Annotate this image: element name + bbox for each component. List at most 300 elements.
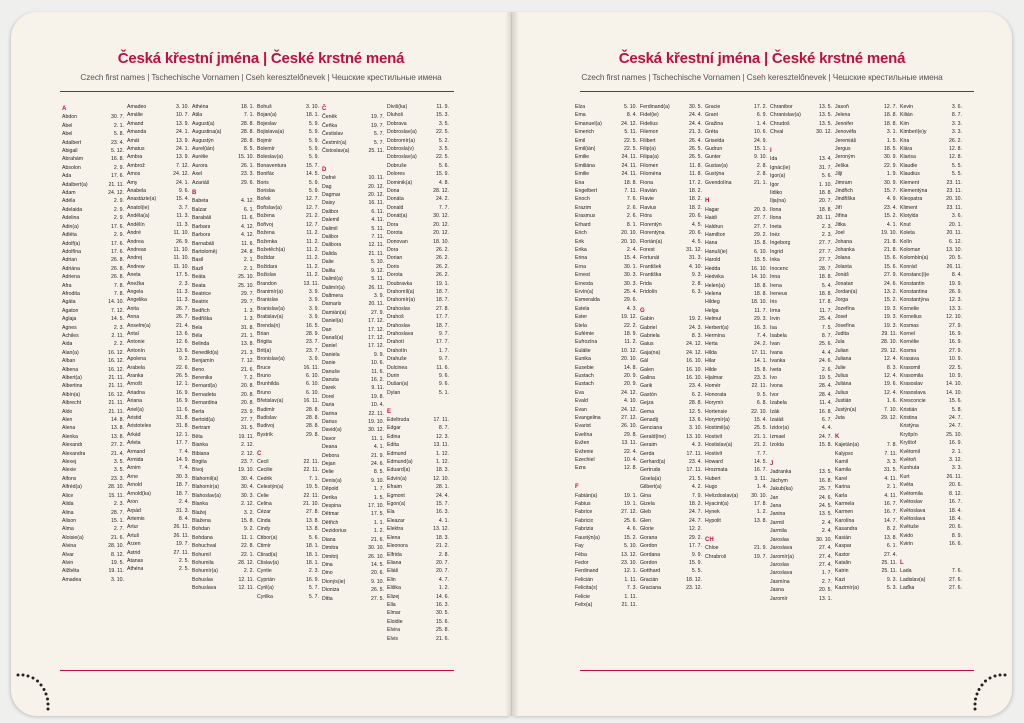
first-name: Kira xyxy=(900,137,910,144)
name-day-date: 30. 5. xyxy=(689,104,702,110)
name-day-date: 22. 11. xyxy=(751,383,767,390)
first-name: Jarmila xyxy=(770,528,787,535)
name-day-date: 24. 6. xyxy=(884,280,897,287)
first-name: Ábel xyxy=(62,122,73,129)
name-day-date: 14. 7. xyxy=(884,517,897,524)
first-name: Krasava xyxy=(900,356,920,363)
name-entry xyxy=(192,391,257,399)
first-name: Ivo xyxy=(770,374,777,381)
first-name: Ilona xyxy=(770,215,782,222)
name-day-date: 2. 9. xyxy=(113,198,124,205)
name-entry xyxy=(770,569,835,577)
first-name: Hjalmar xyxy=(705,374,723,381)
first-name: Kasián xyxy=(835,534,851,541)
name-day-date: 2. 6. xyxy=(626,213,637,220)
first-name: Bartoloměj xyxy=(192,248,217,255)
name-entry xyxy=(387,416,452,424)
name-entry xyxy=(257,338,322,346)
name-day-date: 20. 10. xyxy=(621,238,637,245)
first-name: Dulcinea xyxy=(387,364,408,371)
name-entry xyxy=(322,569,387,577)
name-day-date: 7. 2. xyxy=(243,375,254,381)
first-name: Elizej xyxy=(387,593,400,600)
name-day-date: 14. 5. xyxy=(754,459,767,466)
first-name: Andrew xyxy=(127,263,145,270)
name-entry xyxy=(127,120,192,128)
name-entry xyxy=(387,347,452,355)
first-name: Anselm(a) xyxy=(127,322,151,329)
name-entry xyxy=(835,254,900,262)
name-entry xyxy=(192,315,257,323)
first-name: Drahomír(a) xyxy=(387,297,415,304)
name-entry xyxy=(900,490,965,498)
first-name: Izmael xyxy=(770,433,786,440)
name-entry xyxy=(127,422,192,430)
first-name: Gordon xyxy=(640,543,658,550)
name-day-date: 22. 5. xyxy=(624,146,637,153)
name-entry xyxy=(900,153,965,161)
name-day-date: 27. 9. xyxy=(371,309,384,316)
name-entry xyxy=(62,248,127,256)
name-entry xyxy=(900,364,965,372)
name-day-date: 13. 10. xyxy=(686,433,702,440)
name-day-date: 10. 4. xyxy=(371,402,384,409)
name-day-date: 1. 4. xyxy=(756,484,767,491)
name-entry xyxy=(257,458,322,466)
name-day-date: 11. 6. xyxy=(176,406,189,413)
first-name: Eva xyxy=(575,389,584,396)
first-name: Elvis xyxy=(387,635,398,642)
first-name: Amanda xyxy=(127,129,147,136)
first-name: Bertram xyxy=(192,425,211,432)
first-name: Eufémie xyxy=(575,330,595,337)
name-day-date: 25. 11. xyxy=(881,559,897,566)
name-entry xyxy=(62,223,127,231)
name-entry xyxy=(257,483,322,491)
name-day-date: 22. 6. xyxy=(176,364,189,371)
name-entry xyxy=(575,456,640,464)
name-entry xyxy=(322,351,387,359)
name-column xyxy=(257,103,322,643)
first-name: Bruno xyxy=(257,389,271,396)
name-entry xyxy=(322,334,387,342)
name-day-date: 12. 10. xyxy=(433,475,449,482)
name-day-date: 20. 8. xyxy=(241,400,254,407)
name-day-date: 24. 4. xyxy=(689,112,702,119)
first-name: Damián(a) xyxy=(322,309,347,316)
name-day-date: 2. 1. xyxy=(243,257,254,264)
name-entry xyxy=(62,214,127,222)
name-entry xyxy=(257,254,322,262)
name-day-date: 3. 9. xyxy=(308,305,319,312)
name-entry xyxy=(322,284,387,292)
name-day-date: 5. 7. xyxy=(308,593,319,600)
name-day-date: 29. 12. xyxy=(881,347,897,354)
name-entry xyxy=(900,576,965,584)
name-day-date: 18. 8. xyxy=(754,282,767,289)
name-day-date: 7. 5. xyxy=(821,324,832,331)
name-entry xyxy=(900,221,965,229)
first-name: Kornélie xyxy=(900,339,920,346)
first-name: Ernest xyxy=(575,272,590,279)
name-entry xyxy=(257,508,322,516)
name-entry xyxy=(835,338,900,346)
name-day-date: 27. 8. xyxy=(306,509,319,516)
first-name: Kryštof xyxy=(900,440,917,447)
name-entry xyxy=(192,307,257,315)
name-entry xyxy=(575,422,640,430)
name-day-date: 11. 2. xyxy=(306,230,319,237)
first-name: Adriána xyxy=(62,265,80,272)
first-name: Anastázie(a) xyxy=(127,196,157,203)
first-name: Augustina(a) xyxy=(192,129,222,136)
name-entry xyxy=(575,464,640,472)
name-entry xyxy=(705,399,770,407)
first-name: Hubert xyxy=(705,475,721,482)
first-name: Inéz xyxy=(770,232,780,239)
name-entry xyxy=(705,239,770,247)
first-name: Adrian xyxy=(62,257,77,264)
name-day-date: 5. 6. xyxy=(438,162,449,169)
name-entry xyxy=(322,485,387,493)
name-entry xyxy=(835,450,900,458)
name-day-date: 17. 5. xyxy=(371,511,384,518)
section-gap xyxy=(575,473,640,481)
name-entry xyxy=(192,424,257,432)
name-entry xyxy=(575,534,640,542)
name-entry xyxy=(900,397,965,405)
first-name: Hortensie xyxy=(705,408,728,415)
name-entry xyxy=(705,553,770,561)
name-day-date: 20. 7. xyxy=(819,198,832,205)
name-day-date: 14. 5. xyxy=(371,561,384,568)
name-entry xyxy=(257,355,322,363)
name-day-date: 13. 6. xyxy=(176,347,189,354)
name-day-date: 16. 11. xyxy=(303,398,319,405)
name-entry xyxy=(62,534,127,542)
name-day-date: 31. 7. xyxy=(819,164,832,171)
first-name: Drahotí xyxy=(387,339,405,346)
name-entry xyxy=(770,223,835,231)
name-entry xyxy=(575,280,640,288)
first-name: Knut xyxy=(900,221,911,228)
name-entry xyxy=(257,137,322,145)
first-name: Debora xyxy=(322,452,340,459)
name-entry xyxy=(127,338,192,346)
name-entry xyxy=(900,179,965,187)
first-name: Jonáš xyxy=(835,272,849,279)
name-day-date: 19. 3. xyxy=(884,305,897,312)
name-entry xyxy=(62,256,127,264)
name-entry xyxy=(257,414,322,422)
name-entry xyxy=(705,128,770,136)
first-name: Današ(a) xyxy=(322,334,344,341)
first-name: Genciana xyxy=(640,425,663,432)
first-name: Ida xyxy=(770,156,778,163)
name-entry xyxy=(62,441,127,449)
name-day-date: 12. 11. xyxy=(368,242,384,249)
name-day-date: 20. 6. xyxy=(689,230,702,237)
name-entry xyxy=(322,258,387,266)
first-name: Jáchym xyxy=(770,477,788,484)
name-entry xyxy=(770,595,835,603)
name-day-date: 11. 2. xyxy=(624,339,637,346)
name-entry xyxy=(192,332,257,340)
first-name: Kajetán(a) xyxy=(835,442,859,449)
first-name: Flavián xyxy=(640,188,657,195)
first-name: Barbora xyxy=(192,232,211,239)
name-day-date: 23. 3. xyxy=(241,171,254,178)
name-entry xyxy=(257,305,322,313)
name-day-date: 5. 6. xyxy=(308,534,319,541)
first-name: Laďka xyxy=(900,585,915,592)
name-day-date: 2. 8. xyxy=(691,280,702,287)
name-day-date: 11. 6. xyxy=(241,240,254,247)
name-day-date: 12. 1. xyxy=(176,431,189,438)
name-entry xyxy=(640,315,705,323)
name-entry xyxy=(835,559,900,567)
first-name: Andělín xyxy=(127,221,145,228)
name-day-date: 11. 7. xyxy=(819,307,832,314)
name-entry xyxy=(770,527,835,535)
first-name: Hilda xyxy=(705,349,717,356)
name-entry xyxy=(640,483,705,491)
first-name: Horymír xyxy=(705,400,724,407)
first-name: Donovan xyxy=(387,238,408,245)
name-day-date: 19. 6. xyxy=(884,381,897,388)
name-entry xyxy=(62,433,127,441)
first-name: Ivana xyxy=(770,349,783,356)
first-name: Ariana xyxy=(127,398,142,405)
name-entry xyxy=(835,187,900,195)
name-entry xyxy=(640,567,705,575)
first-name: Gustav(a) xyxy=(705,162,728,169)
left-corner-dots-decoration xyxy=(11,662,59,718)
first-name: Ivanka xyxy=(770,358,786,365)
name-entry xyxy=(127,137,192,145)
first-name: Fortunát xyxy=(640,255,660,262)
name-entry xyxy=(770,248,835,256)
first-name: Aida xyxy=(62,341,73,348)
first-name: Bojeslav xyxy=(257,120,277,127)
name-day-date: 18. 10. xyxy=(433,238,449,245)
first-name: Kevin xyxy=(900,104,913,110)
first-name: Budivoj xyxy=(257,423,275,430)
first-name: Jiljí xyxy=(835,171,843,178)
first-name: Emerich xyxy=(575,129,595,136)
first-name: Brigita xyxy=(257,339,272,346)
first-name: Ineta xyxy=(770,223,782,230)
name-entry xyxy=(62,324,127,332)
name-day-date: 28. 8. xyxy=(306,406,319,413)
name-entry xyxy=(192,500,257,508)
name-day-date: 3. 3. xyxy=(951,129,962,136)
name-day-date: 8. 3. xyxy=(886,364,897,371)
name-day-date: 8. 4. xyxy=(951,272,962,279)
name-entry xyxy=(835,508,900,516)
first-name: Amadea xyxy=(62,576,82,583)
name-entry xyxy=(900,170,965,178)
first-name: Božislav xyxy=(257,272,277,279)
name-day-date: 4. 4. xyxy=(821,425,832,432)
first-name: Gilbert(a) xyxy=(640,484,662,491)
first-name: Cézar xyxy=(257,509,271,516)
name-day-date: 21. 11. xyxy=(368,250,384,257)
name-entry xyxy=(575,204,640,212)
name-day-date: 16. 9. xyxy=(306,576,319,583)
name-day-date: 26. 10. xyxy=(621,423,637,430)
name-day-date: 12. 7. xyxy=(306,204,319,211)
name-entry xyxy=(640,559,705,567)
first-name: Brian xyxy=(257,330,270,337)
first-name: Ema xyxy=(575,112,586,119)
first-name: Honorata xyxy=(705,391,727,398)
first-name: Blahoslav(a) xyxy=(192,492,221,499)
name-entry xyxy=(387,372,452,380)
name-entry xyxy=(770,239,835,247)
first-name: Ervín(a) xyxy=(575,288,594,295)
first-name: Branislav xyxy=(257,297,279,304)
name-day-date: 10. 12. xyxy=(621,347,637,354)
name-day-date: 14. 8. xyxy=(624,364,637,371)
first-name: Elektra xyxy=(387,526,404,533)
name-day-date: 19. 8. xyxy=(371,393,384,400)
name-day-date: 23. 4. xyxy=(689,383,702,390)
name-day-date: 30. 9. xyxy=(884,154,897,161)
name-day-date: 21. 6. xyxy=(111,534,124,541)
first-name: Kaspar xyxy=(835,543,852,550)
first-name: Darius xyxy=(322,419,337,426)
name-day-date: 23. 11. xyxy=(946,204,962,211)
name-entry xyxy=(257,322,322,330)
name-day-date: 5. 10. xyxy=(371,259,384,266)
name-day-date: 26. 11. xyxy=(946,263,962,270)
name-entry xyxy=(770,307,835,315)
name-entry xyxy=(900,448,965,456)
name-entry xyxy=(640,399,705,407)
name-day-date: 2. 1. xyxy=(243,265,254,272)
name-entry xyxy=(127,153,192,161)
name-day-date: 13. 9. xyxy=(176,137,189,144)
first-name: Alban xyxy=(62,358,76,365)
name-entry xyxy=(705,424,770,432)
name-entry xyxy=(192,223,257,231)
name-entry xyxy=(257,313,322,321)
name-day-date: 15. 9. xyxy=(436,171,449,178)
first-name: Augustýn xyxy=(192,137,214,144)
first-name: Abrahám xyxy=(62,156,84,163)
first-name: Aristid xyxy=(127,415,142,422)
name-day-date: 20. 12. xyxy=(433,221,449,228)
name-day-date: 13. 12. xyxy=(621,551,637,558)
name-day-date: 22. 11. xyxy=(303,459,319,466)
first-name: Dona xyxy=(387,188,400,195)
name-entry xyxy=(835,364,900,372)
name-entry xyxy=(705,441,770,449)
section-letter: B xyxy=(192,190,197,197)
name-entry xyxy=(640,391,705,399)
name-entry xyxy=(387,626,452,634)
name-column xyxy=(322,103,387,643)
first-name: Dafné xyxy=(322,175,336,182)
first-name: Eufrozína xyxy=(575,339,598,346)
first-name: Alena xyxy=(62,425,76,432)
name-day-date: 30. 4. xyxy=(241,484,254,491)
name-day-date: 17. 7. xyxy=(176,440,189,447)
name-day-date: 22. 11. xyxy=(368,410,384,417)
name-entry xyxy=(62,525,127,533)
name-day-date: 9. 10. xyxy=(371,477,384,484)
name-day-date: 7. 7. xyxy=(438,204,449,211)
first-name: Gastón xyxy=(640,391,657,398)
name-day-date: 26. 2. xyxy=(949,137,962,144)
first-name: Ariel(a) xyxy=(127,406,144,413)
first-name: Karel xyxy=(835,475,848,482)
name-entry xyxy=(192,162,257,170)
first-name: Artuš xyxy=(127,532,140,539)
name-day-date: 13. 11. xyxy=(433,442,449,449)
name-day-date: 7. 9. xyxy=(691,492,702,499)
first-name: Jasna xyxy=(770,587,784,594)
name-day-date: 21. 10. xyxy=(303,501,319,508)
name-entry xyxy=(192,120,257,128)
first-name: Jaroslav xyxy=(770,536,790,543)
first-name: Alina xyxy=(62,509,74,516)
name-day-date: 15. 5. xyxy=(754,257,767,264)
first-name: Budislav xyxy=(257,415,277,422)
name-day-date: 19. 10. xyxy=(238,467,254,474)
name-day-date: 8. 5. xyxy=(373,469,384,476)
name-entry xyxy=(62,231,127,239)
first-name: Krasomil xyxy=(900,364,921,371)
name-day-date: 5. 12. xyxy=(111,148,124,155)
name-entry xyxy=(705,408,770,416)
first-name: Jasmína xyxy=(770,578,790,585)
first-name: Justýn(a) xyxy=(835,406,857,413)
name-entry xyxy=(835,296,900,304)
name-day-date: 16. 9. xyxy=(949,339,962,346)
name-day-date: 7. 7. xyxy=(756,450,767,457)
name-day-date: 13. 8. xyxy=(754,517,767,524)
first-name: Doubravka xyxy=(387,280,413,287)
name-day-date: 19. 3. xyxy=(884,314,897,321)
first-name: Alfréd(a) xyxy=(62,484,82,491)
first-name: Filomen xyxy=(640,162,659,169)
name-day-date: 16. 11. xyxy=(368,200,384,207)
first-name: Gunter xyxy=(705,154,721,161)
first-name: Květoslava xyxy=(900,515,926,522)
name-day-date: 20. 8. xyxy=(241,391,254,398)
name-entry xyxy=(835,305,900,313)
name-entry xyxy=(387,466,452,474)
name-entry xyxy=(705,206,770,214)
name-entry xyxy=(257,204,322,212)
name-day-date: 15. 8. xyxy=(754,240,767,247)
first-name: Helen(a) xyxy=(705,282,725,289)
name-entry xyxy=(770,391,835,399)
first-name: Elvira xyxy=(387,627,400,634)
name-entry xyxy=(257,103,322,111)
name-entry xyxy=(322,376,387,384)
first-name: Dan xyxy=(322,326,332,333)
name-entry xyxy=(640,204,705,212)
name-entry xyxy=(322,544,387,552)
name-day-date: 26. 2. xyxy=(436,255,449,262)
first-name: Dora xyxy=(387,246,399,253)
name-day-date: 22. 5. xyxy=(436,129,449,136)
first-name: Ingrid xyxy=(770,248,783,255)
first-name: Glen xyxy=(640,517,651,524)
